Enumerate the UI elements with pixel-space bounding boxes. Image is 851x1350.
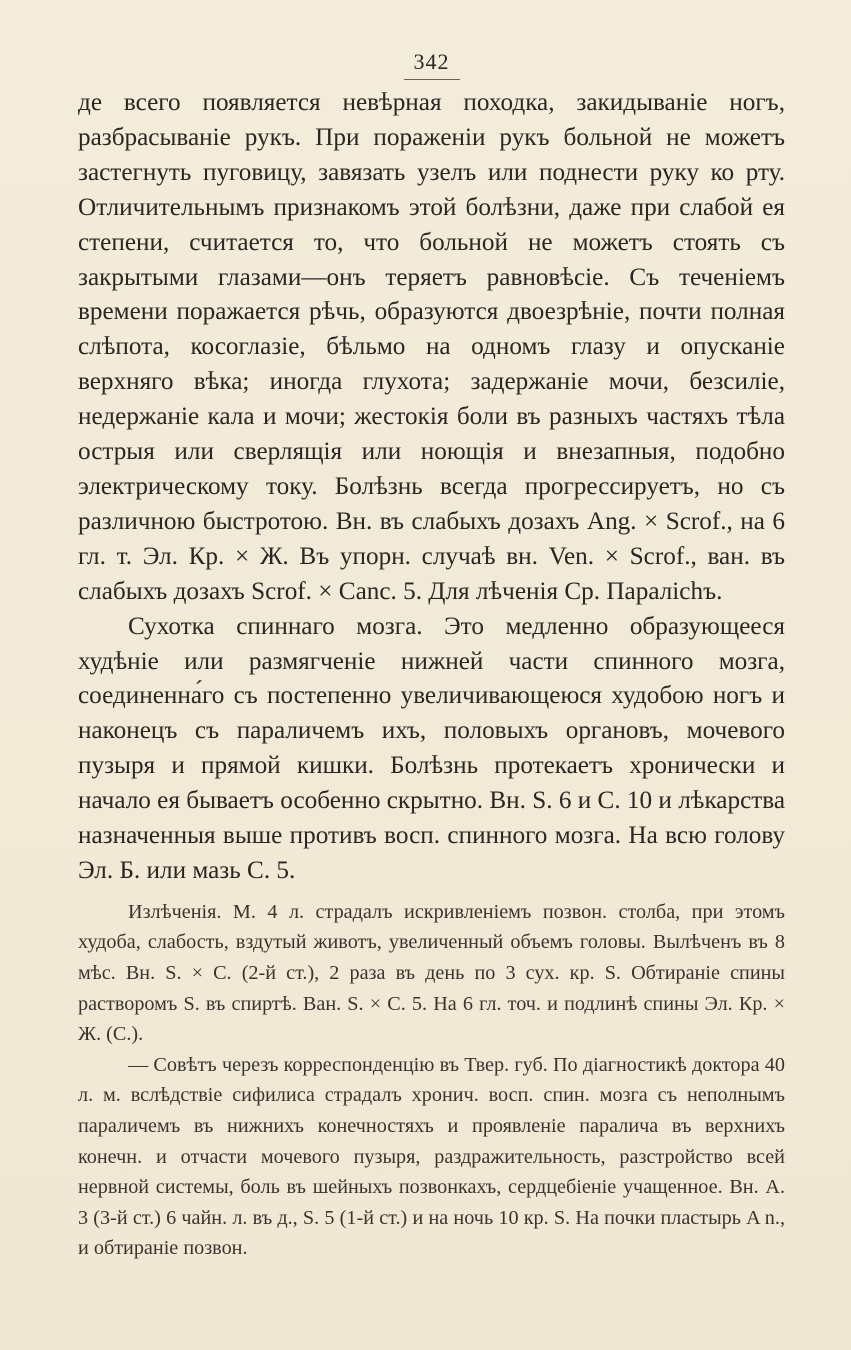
case-reports-block <box>78 897 785 1264</box>
case-report-cured: Излѣченія. М. 4 л. страдалъ искривленіемъ позвон. столба, при этомъ худоба, слабость, вздутый животъ, увеличенный объемъ головы. Вылѣченъ въ 8 мѣс. Вн. S. × C. (2-й ст.), 2 раза въ день по 3 сух. кр. S. Обтираніе спины растворомъ S. въ спиртѣ. Ван. S. × C. 5. На 6 гл. точ. и подлинѣ спины Эл. Кр. × Ж. (С.). <box>78 900 785 1046</box>
main-text-block <box>78 86 785 889</box>
case-report-consultation: — Совѣтъ черезъ корреспонденцію въ Твер. губ. По діагностикѣ доктора 40 л. м. вслѣдствіе сифилиса страдалъ хронич. восп. спин. мозга съ неполнымъ параличемъ въ нижнихъ конечностяхъ и проявленіе паралича въ верхнихъ конечн. и отчасти мочевого пузыря, раздражительность, разстройство всей нервной системы, боль въ шейныхъ позвонкахъ, сердцебіеніе учащенное. Вн. A. 3 (3-й ст.) 6 чайн. л. въ д., S. 5 (1-й ст.) и на ночь 10 кр. S. На почки пластырь A n., и обтираніе позвон. <box>78 1053 785 1260</box>
paragraph-locomotor-symptoms: де всего появляется невѣрная походка, закидываніе ногъ, разбрасываніе рукъ. При пораженіи рукъ больной не можетъ застегнуть пуговицу, завязать узелъ или поднести руку ко рту. Отличительнымъ признакомъ этой болѣзни, даже при слабой ея степени, считается то, что больной не можетъ стоять съ закрытыми глазами—онъ теряетъ равновѣсіе. Съ теченіемъ времени поражается рѣчь, образуются двоезрѣніе, почти полная слѣпота, косоглазіе, бѣльмо на одномъ глазу и опусканіе верхняго вѣка; иногда глухота; задержаніе мочи, безсиліе, недержаніе кала и мочи; жестокія боли въ разныхъ частяхъ тѣла острыя или сверлящія или ноющія и внезапныя, подобно электрическому току. Болѣзнь всегда прогрессируетъ, но съ различною быстротою. Вн. въ слабыхъ дозахъ Ang. × Scrof., на 6 гл. т. Эл. Кр. × Ж. Въ упорн. случаѣ вн. Ven. × Scrof., ван. въ слабыхъ дозахъ Scrof. × Canc. 5. Для лѣченія Ср. Паралichъ. <box>78 89 785 605</box>
page-number-text: 342 <box>404 46 460 80</box>
paragraph-tabes-dorsalis: Сухотка спиннаго мозга. Это медленно образующееся худѣніе или размягченіе нижней части спинного мозга, соединенна́го съ постепенно увеличивающеюся худобою ногъ и наконецъ съ параличемъ ихъ, половыхъ органовъ, мочевого пузыря и прямой кишки. Болѣзнь протекаетъ хронически и начало ея бываетъ особенно скрытно. Вн. S. 6 и C. 10 и лѣкарства назначенныя выше противъ восп. спинного мозга. На всю голову Эл. Б. или мазь C. 5. <box>78 612 785 884</box>
page-number <box>78 46 785 86</box>
